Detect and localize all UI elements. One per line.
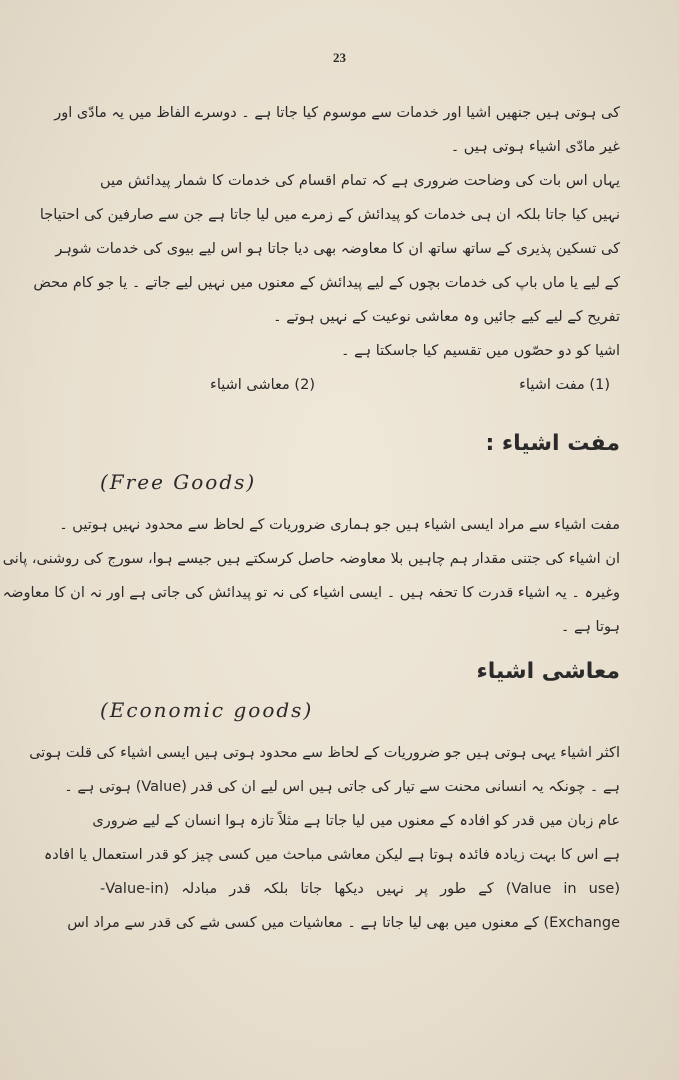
- page-number: 23: [333, 50, 346, 65]
- paragraph-line: وغیرہ ۔ یہ اشیاء قدرت کا تحفہ ہیں ۔ ایسی اشیاء کی نہ تو پیدائش کی جاتی ہے اور نہ ان کا معاوضہ: [2, 585, 620, 601]
- paragraph-line: عام زبان میں قدر کو افادہ کے معنوں میں لیا جاتا ہے مثلاً تازہ ہوا انسان کے لیے ضروری: [92, 813, 620, 829]
- paragraph-line: ہے اس کا بہت زیادہ فائدہ ہوتا ہے لیکن معاشی مباحث میں کسی چیز کو قدر استعمال یا افادہ: [43, 847, 620, 863]
- list-item-free-goods: (1) مفت اشیاء: [519, 377, 610, 393]
- paragraph-line: ہوتا ہے ۔: [560, 619, 620, 635]
- paragraph-line: مفت اشیاء سے مراد ایسی اشیاء ہیں جو ہماری ضروریات کے لحاظ سے محدود نہیں ہوتیں ۔: [59, 517, 620, 533]
- goods-type-list: [210, 368, 610, 402]
- section-heading-economic-goods: معاشی اشیاء: [476, 659, 620, 684]
- paragraph-line: غیر مادّی اشیاء ہوتی ہیں ۔: [450, 139, 620, 155]
- paragraph-line: یہاں اس بات کی وضاحت ضروری ہے کہ تمام اقسام کی خدمات کا شمار پیدائش میں: [100, 173, 620, 189]
- paragraph-line: کی ہوتی ہیں جنھیں اشیا اور خدمات سے موسوم کیا جاتا ہے ۔ دوسرے الفاظ میں یہ مادّی اور: [54, 105, 620, 121]
- paragraph-line: اکثر اشیاء یہی ہوتی ہیں جو ضروریات کے لحاظ سے محدود ہوتی ہیں ایسی اشیاء کی قلت ہوتی: [29, 745, 620, 761]
- paragraph-line: کے لیے یا ماں باپ کی خدمات بچوں کے لیے پیدائش کے معنوں میں نہیں لیے جاتے ۔ یا جو کام محض: [33, 275, 620, 291]
- paragraph-line: تفریح کے لیے کیے جائیں وہ معاشی نوعیت کے نہیں ہوتے ۔: [273, 309, 620, 325]
- paragraph-line: کی تسکین پذیری کے ساتھ ساتھ ان کا معاوضہ بھی دیا جاتا ہو اس لیے بیوی کی خدمات شوہر: [55, 241, 620, 257]
- section-heading-free-goods: مفت اشیاء :: [485, 431, 620, 456]
- paragraph-line: ہے ۔ چونکہ یہ انسانی محنت سے تیار کی جاتی ہیں اس لیے ان کی قدر (Value) ہوتی ہے ۔: [64, 779, 620, 795]
- paragraph-line: نہیں کیا جاتا بلکہ ان ہی خدمات کو پیدائش کے زمرے میں لیا جاتا ہے جن سے صارفین کی احتیاجا: [39, 207, 620, 223]
- english-term-free-goods: (Free Goods): [100, 470, 257, 494]
- page-body: [2, 96, 620, 940]
- paragraph-line: اشیا کو دو حصّوں میں تقسیم کیا جاسکتا ہے ۔: [340, 343, 620, 359]
- list-item-economic-goods: (2) معاشی اشیاء: [210, 377, 315, 393]
- english-term-economic-goods: (Economic goods): [100, 698, 314, 722]
- paragraph-line: Exchange) کے معنوں میں بھی لیا جاتا ہے ۔ معاشیات میں کسی شے کی قدر سے مراد اس: [67, 915, 620, 931]
- paragraph-line: ان اشیاء کی جتنی مقدار ہم چاہیں بلا معاوضہ حاصل کرسکتے ہیں جیسے ہوا، سورج کی روشنی، پانی: [2, 551, 620, 567]
- paragraph-line: (Value in use) کے طور پر نہیں دیکھا جاتا بلکہ قدر مبادلہ (Value-in-: [100, 881, 620, 897]
